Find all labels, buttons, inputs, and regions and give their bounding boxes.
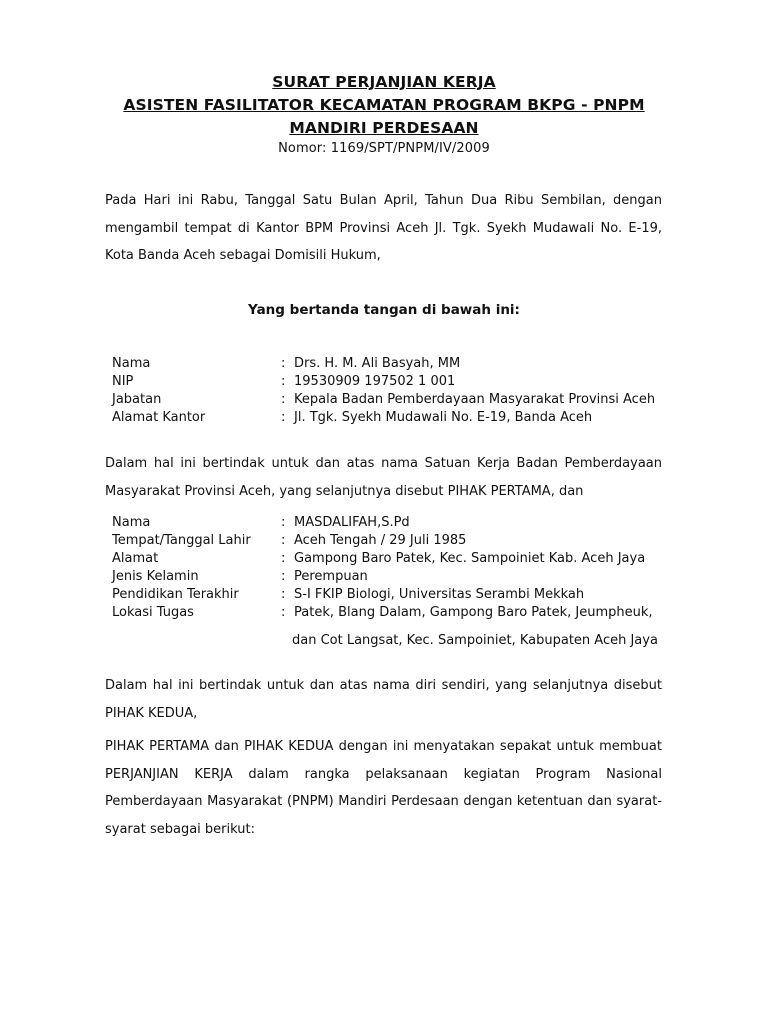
field-value: S-I FKIP Biologi, Universitas Serambi Mekkah [294, 587, 585, 602]
field-label: NIP [112, 374, 134, 389]
party-one-row [0, 373, 768, 391]
field-label: Jenis Kelamin [112, 569, 199, 584]
document-title-line-2: ASISTEN FASILITATOR KECAMATAN PROGRAM BKPG - PNPM [123, 96, 645, 114]
field-value: Aceh Tengah / 29 Juli 1985 [294, 533, 467, 548]
field-value: Jl. Tgk. Syekh Mudawali No. E-19, Banda Aceh [294, 410, 593, 425]
agreement-paragraph: PIHAK PERTAMA dan PIHAK KEDUA dengan ini menyatakan sepakat untuk membuat PERJANJIAN KERJA dalam rangka pelaksanaan kegiatan Program Nasional Pemberdayaan Masyarakat (PNPM) Mandiri Perdesaan dengan ketentuan dan syarat-syarat sebagai berikut: [105, 739, 662, 837]
field-label: Alamat Kantor [112, 410, 206, 425]
field-label: Jabatan [112, 392, 162, 407]
party-two-row [0, 586, 768, 604]
field-colon: : [281, 374, 286, 389]
field-label: Nama [112, 515, 151, 530]
field-value: Perempuan [294, 569, 368, 584]
field-label: Alamat [112, 551, 159, 566]
party-two-row [0, 514, 768, 532]
opening-paragraph: Pada Hari ini Rabu, Tanggal Satu Bulan April, Tahun Dua Ribu Sembilan, dengan mengambil tempat di Kantor BPM Provinsi Aceh Jl. Tgk. Syekh Mudawali No. E-19, Kota Banda Aceh sebagai Domisili Hukum, [105, 193, 662, 263]
field-colon: : [281, 605, 286, 620]
document-number: Nomor: 1169/SPT/PNPM/IV/2009 [278, 141, 490, 156]
field-colon: : [281, 515, 286, 530]
field-label: Nama [112, 356, 151, 371]
field-colon: : [281, 569, 286, 584]
party-two-row [0, 550, 768, 568]
party-two-row [0, 532, 768, 550]
field-colon: : [281, 356, 286, 371]
party-one-row [0, 355, 768, 373]
field-value: 19530909 197502 1 001 [294, 374, 456, 389]
document-title-line-1: SURAT PERJANJIAN KERJA [272, 73, 496, 91]
party-one-row [0, 409, 768, 427]
field-value: MASDALIFAH,S.Pd [294, 515, 410, 530]
party-two-location-continuation: dan Cot Langsat, Kec. Sampoiniet, Kabupaten Aceh Jaya [292, 633, 658, 648]
field-value: Kepala Badan Pemberdayaan Masyarakat Provinsi Aceh [294, 392, 656, 407]
field-value: Patek, Blang Dalam, Gampong Baro Patek, Jeumpheuk, [294, 605, 653, 620]
party-one-row [0, 391, 768, 409]
signatory-heading: Yang bertanda tangan di bawah ini: [248, 302, 520, 318]
pihak-pertama-paragraph: Dalam hal ini bertindak untuk dan atas nama Satuan Kerja Badan Pemberdayaan Masyarakat Provinsi Aceh, yang selanjutnya disebut PIHAK PERTAMA, dan [105, 456, 662, 499]
field-colon: : [281, 410, 286, 425]
field-label: Pendidikan Terakhir [112, 587, 239, 602]
field-label: Lokasi Tugas [112, 605, 194, 620]
field-colon: : [281, 551, 286, 566]
field-value: Gampong Baro Patek, Kec. Sampoiniet Kab. Aceh Jaya [294, 551, 646, 566]
field-value: Drs. H. M. Ali Basyah, MM [294, 356, 461, 371]
field-label: Tempat/Tanggal Lahir [112, 533, 251, 548]
field-colon: : [281, 392, 286, 407]
field-colon: : [281, 533, 286, 548]
party-two-row [0, 604, 768, 622]
pihak-kedua-paragraph: Dalam hal ini bertindak untuk dan atas nama diri sendiri, yang selanjutnya disebut PIHAK KEDUA, [105, 678, 662, 721]
party-two-row [0, 568, 768, 586]
field-colon: : [281, 587, 286, 602]
document-title-line-3: MANDIRI PERDESAAN [289, 119, 479, 137]
